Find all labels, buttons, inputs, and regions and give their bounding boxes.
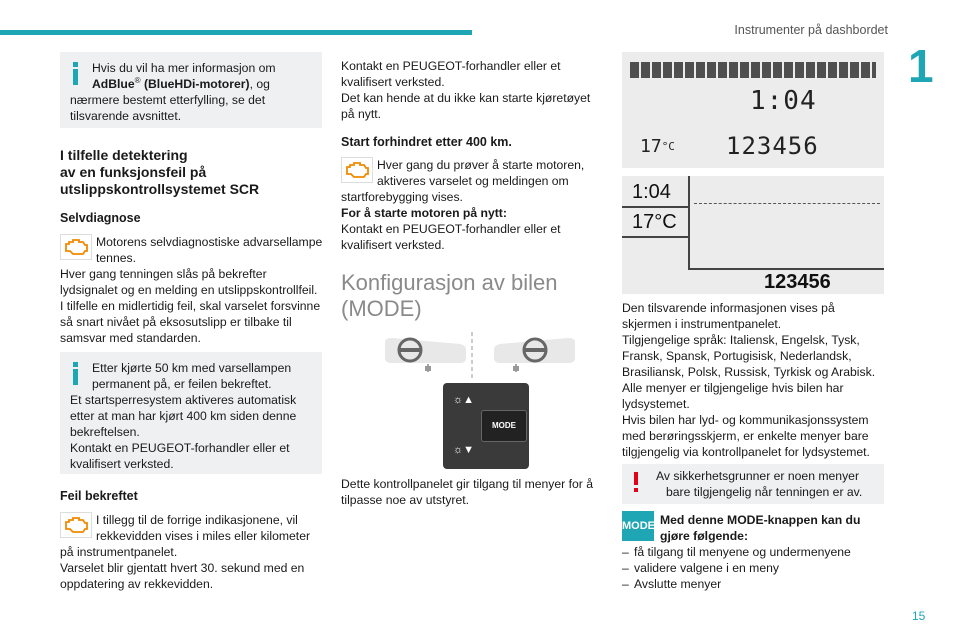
list-item: – validere valgene i en meny (622, 560, 892, 576)
lcd-odometer: 123456 (764, 271, 831, 293)
headlamp-down-icon: ☼▼ (453, 444, 474, 456)
contact-dealer-text: Kontakt en PEUGEOT-forhandler eller et kvalifisert verksted. Det kan hende at du ikke kan starte kjøretøyet på nytt. (341, 59, 591, 121)
lcd-segment-bar (630, 62, 876, 78)
lcd-temperature: 17°C (632, 211, 677, 233)
info-text: nærmere bestemt etterfylling, se det (70, 93, 266, 107)
lcd-display-1 (622, 52, 884, 168)
list-item: – få tilgang til menyene og undermenyene (622, 544, 892, 560)
lcd-display-2 (622, 176, 884, 294)
lcd-divider (688, 176, 690, 270)
info-text: Hvis du vil ha mer informasjon om (92, 61, 276, 75)
self-diagnosis-title: Selvdiagnose (60, 211, 141, 225)
start-prevented-title: Start forhindret etter 400 km. (341, 135, 512, 149)
lcd-temperature: $17^{^\circ C}$ (640, 136, 675, 157)
headlamp-up-icon: ☼▲ (453, 394, 474, 406)
info-icon (70, 362, 82, 386)
fault-confirmed-text: I tillegg til de forrige indikasjonene, vil rekkevidden vises i miles eller kilometer på instrumentpanelet. Varselet blir gjentatt hvert 30. sekund med en oppdatering av rekkevidden. (60, 513, 311, 591)
display-info-text: Den tilsvarende informasjonen vises på skjermen i instrumentpanelet. Tilgjengelige språk: Italiensk, Engelsk, Tysk, Fransk, Spansk, Portugisisk, Nederlandsk, Brasiliansk, Polsk, Russisk, Tyrkisk og Arabisk. Alle menyer er tilgjengelige hvis bilen har lydsystemet. Hvis bilen har lyd- og kommunikasjonssystem med berøringsskjerm, er enkelte menyer bare tilgjengelig via kontrollpanelet for lydsystemet. (622, 301, 876, 459)
warning-box: Av sikkerhetsgrunner er noen menyer bare tilgjengelig når tenningen er av. (622, 464, 884, 504)
mode-control-panel (443, 383, 529, 469)
lcd-divider (622, 206, 688, 208)
info-icon (70, 62, 82, 86)
list-item: – Avslutte menyer (622, 576, 892, 592)
self-diagnosis-text: Motorens selvdiagnostiske advarsellampe tennes. Hver gang tenningen slås på bekrefter lydsignalet og en melding en utslippskontrollfeil. I tilfelle en midlertidig feil, skal varselet forsvinne så snart nivået på eksosutslipp er tilbake til samsvar med standarden. (60, 235, 323, 345)
info-text: AdBlue® (BlueHDi-motorer), og (92, 75, 270, 91)
page-number: 15 (912, 609, 926, 623)
mode-icon: MODE (622, 511, 654, 541)
lcd-time: 1:04 (750, 86, 817, 116)
mode-config-title: Konfigurasjon av bilen (MODE) (341, 270, 558, 321)
fault-confirmed-title: Feil bekreftet (60, 489, 138, 503)
info-text: tilsvarende avsnittet. (70, 109, 182, 123)
lcd-dashed-line (694, 203, 880, 204)
exclamation-icon (632, 472, 640, 494)
lcd-odometer: 123456 (726, 132, 819, 160)
header-accent-bar (0, 30, 472, 35)
info-box-adblue (60, 52, 322, 128)
mode-button[interactable]: MODE (481, 410, 527, 442)
scr-fault-heading: I tilfelle detektering av en funksjonsfeil på utslippskontrollsystemet SCR (60, 147, 260, 197)
info-box-400km: Etter kjørte 50 km med varsellampen permanent på, er feilen bekreftet. Et startsperresystem aktiveres automatisk etter at man har kjørt 400 km siden denne bekreftelsen. Kontakt en PEUGEOT-forhandler eller et kvalifisert verksted. (60, 352, 322, 474)
lcd-divider (622, 236, 688, 238)
mode-function-title: Med denne MODE-knappen kan du gjøre følgende: (660, 513, 861, 543)
start-prevented-text: Hver gang du prøver å starte motoren, aktiveres varselet og meldingen om startforebygging vises. For å starte motoren på nytt: Kontakt en PEUGEOT-forhandler eller et kvalifisert verksted. (341, 158, 585, 252)
chapter-number: 1 (908, 40, 934, 92)
lcd-time: 1:04 (632, 181, 671, 203)
mode-panel-caption: Dette kontrollpanelet gir tilgang til menyer for å tilpasse noe av utstyret. (341, 477, 594, 507)
steering-controls-illustration (380, 330, 580, 380)
section-title: Instrumenter på dashbordet (734, 23, 888, 37)
mode-function-list (622, 544, 892, 592)
